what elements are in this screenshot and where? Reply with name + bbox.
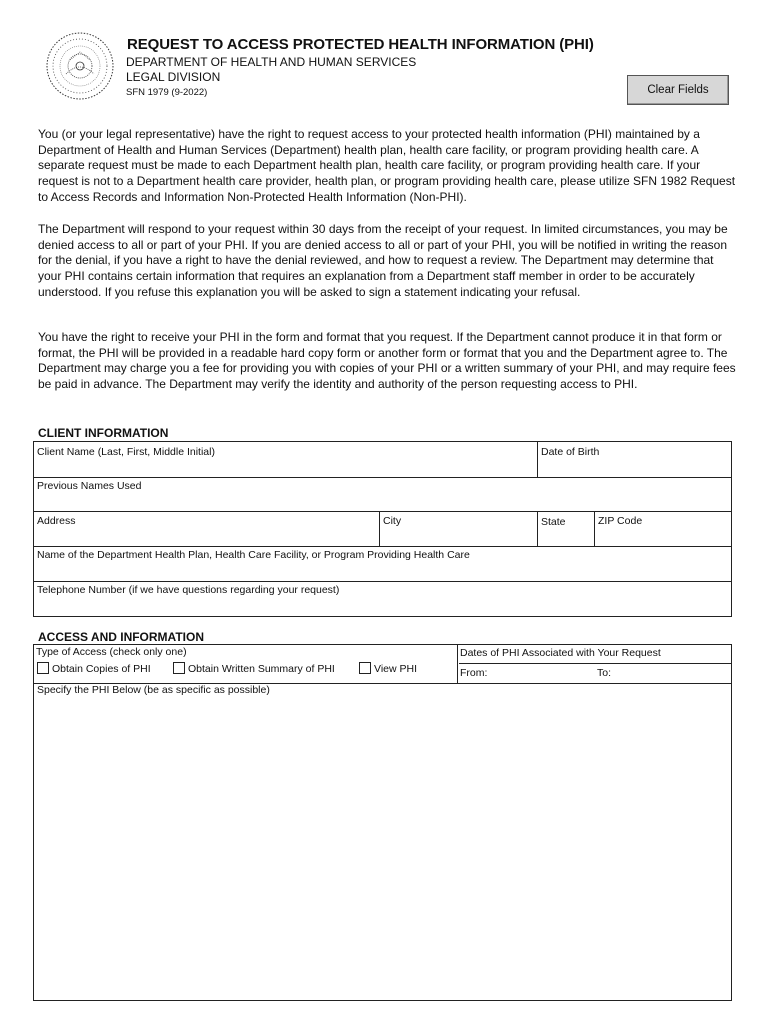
obtain-copies-label: Obtain Copies of PHI: [52, 663, 151, 675]
department-name: DEPARTMENT OF HEALTH AND HUMAN SERVICES: [126, 55, 417, 69]
state-label: State: [541, 516, 566, 528]
dates-of-phi-label: Dates of PHI Associated with Your Request: [460, 647, 661, 659]
obtain-summary-label: Obtain Written Summary of PHI: [188, 663, 335, 675]
state-seal-logo: [44, 30, 116, 102]
obtain-summary-checkbox[interactable]: [173, 662, 185, 674]
date-from-label: From:: [460, 667, 488, 679]
view-phi-label: View PHI: [374, 663, 417, 675]
access-information-heading: ACCESS AND INFORMATION: [38, 630, 204, 644]
intro-paragraph-3: You have the right to receive your PHI in the form and format that you request. If the Department cannot produce it in that form or format, the PHI will be provided in a readable hard copy form or another form or format that you and the Department agree to. The Department may charge you a fee for providing you with copies of your PHI or a written summary of your PHI, and may require fees be paid in advance. The Department may verify the identity and authority of the person requesting access to PHI.: [38, 330, 736, 392]
health-facility-label: Name of the Department Health Plan, Health Care Facility, or Program Providing Health Care: [37, 549, 470, 561]
form-number: SFN 1979 (9-2022): [126, 87, 208, 98]
intro-paragraph-1: You (or your legal representative) have the right to request access to your protected health information (PHI) maintained by a Department of Health and Human Services (Department) health plan, health care facility, or program providing health care. A separate request must be made to each Department health plan, health care facility, or program providing health care. If your request is not to a Department health care provider, health plan, or program providing health care, please utilize SFN 1982 Request to Access Records and Information Non-Protected Health Information (Non-PHI).: [38, 127, 736, 204]
form-title: REQUEST TO ACCESS PROTECTED HEALTH INFORMATION (PHI): [127, 36, 594, 53]
previous-names-label: Previous Names Used: [37, 480, 142, 492]
division-name: LEGAL DIVISION: [126, 70, 221, 84]
city-field[interactable]: [380, 511, 536, 545]
obtain-copies-checkbox[interactable]: [37, 662, 49, 674]
address-field[interactable]: [34, 511, 378, 545]
date-of-birth-label: Date of Birth: [541, 446, 600, 458]
intro-paragraph-2: The Department will respond to your request within 30 days from the receipt of your request. In limited circumstances, you may be denied access to all or part of your PHI. If you are denied access to all or part of your PHI, you will be notified in writing the reason for the denial, if you have a right to have the denial reviewed, and how to request a review. The Department may determine that your PHI contains certain information that requires an explanation from a Department staff member in order to be accurately understood. If you refuse this explanation you will be asked to sign a statement indicating your refusal.: [38, 222, 728, 299]
obtain-copies-option[interactable]: [37, 662, 151, 675]
date-to-field[interactable]: [596, 663, 731, 681]
address-label: Address: [37, 515, 76, 527]
city-label: City: [383, 515, 402, 527]
view-phi-checkbox[interactable]: [359, 662, 371, 674]
date-to-label: To:: [597, 667, 612, 679]
clear-fields-button[interactable]: Clear Fields: [627, 75, 729, 105]
type-of-access-label: Type of Access (check only one): [36, 646, 187, 658]
client-information-heading: CLIENT INFORMATION: [38, 426, 169, 440]
telephone-label: Telephone Number (if we have questions regarding your request): [37, 584, 340, 596]
specify-phi-label: Specify the PHI Below (be as specific as possible): [37, 684, 270, 696]
obtain-summary-option[interactable]: [173, 662, 335, 675]
specify-phi-textarea[interactable]: [34, 684, 731, 1000]
zip-code-label: ZIP Code: [598, 515, 643, 527]
client-name-label: Client Name (Last, First, Middle Initial): [37, 446, 215, 458]
view-phi-option[interactable]: [359, 662, 417, 675]
